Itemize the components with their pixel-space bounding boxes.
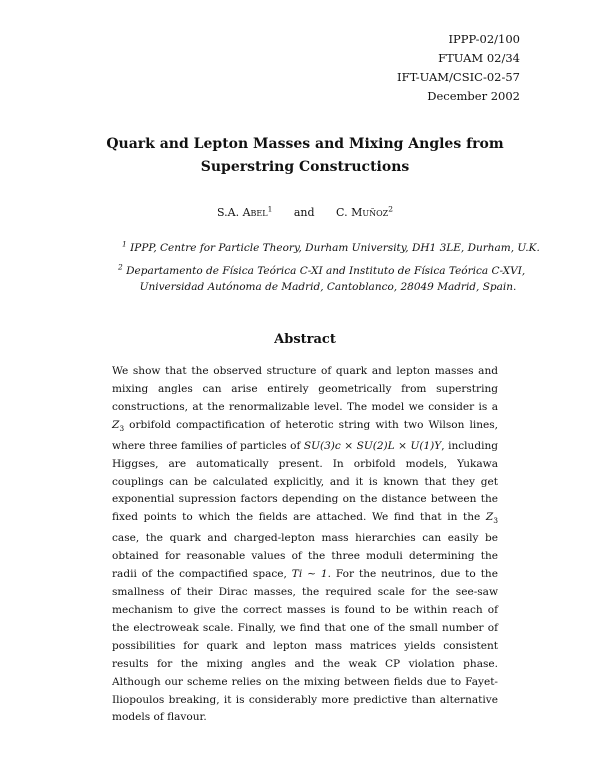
paper-title-line2: Superstring Constructions (200, 159, 410, 175)
affiliation-1-marker: 1 (122, 239, 127, 249)
paper-title-line1: Quark and Lepton Masses and Mixing Angles from (106, 136, 504, 152)
author-munoz: C. Muñoz (336, 206, 389, 219)
affiliation-2-line1: Departamento de Física Teórica C-XI and Instituto de Física Teórica C-XVI, (126, 265, 526, 277)
moduli-value: Ti ∼ 1 (291, 568, 328, 581)
author-list (60, 205, 550, 221)
author-conjunction: and (293, 206, 315, 219)
abstract-body (112, 363, 498, 727)
abstract-text-5: . For the neutrinos, due to the smallness of their Dirac masses, the required scale for the see-saw mechanism to give the correct masses is found to be within reach of the electroweak scale. Finally, we find that one of the small number of possibilities for quark and lepton mass matrices yields consistent results for the mixing angles and the weak CP violation phase. Although our scheme relies on the mixing between fields due to Fayet-Iliopoulos breaking, it is considerably more predictive than alternative models of flavour. (112, 568, 498, 724)
preprint-numbers (397, 30, 520, 106)
paper-title (60, 133, 550, 179)
author-abel: S.A. Abel (217, 206, 268, 219)
affiliation-2-line2: Universidad Autónoma de Madrid, Cantoblanco, 28049 Madrid, Spain. (139, 281, 517, 293)
abstract-text-2: orbifold compactification of heterotic string with two Wilson lines, where three families of particles of (112, 418, 498, 452)
gauge-group: SU(3)c × SU(2)L × U(1)Y (303, 439, 442, 452)
abstract-text-4: case, the quark and charged-lepton mass hierarchies can easily be obtained for reasonable values of the three moduli determining the radii of the compactified space, (112, 532, 498, 581)
preprint-number-ftuam: FTUAM 02/34 (438, 51, 520, 65)
author-munoz-marker: 2 (388, 204, 393, 214)
affiliation-2 (118, 263, 538, 295)
author-abel-marker: 1 (267, 204, 273, 214)
affiliation-2-marker: 2 (118, 262, 123, 272)
affiliation-1 (122, 240, 542, 256)
z3-symbol-2: $Z_3$ (485, 511, 498, 526)
abstract-paragraph (112, 363, 498, 727)
abstract-text-3: , including Higgses, are automatically present. In orbifold models, Yukawa couplings can be calculated explicitly, and it is known that they get exponential supression factors depending on the distance between the fixed points to which the fields are attached. We find that in the (112, 439, 498, 524)
preprint-date: December 2002 (427, 89, 520, 103)
affiliation-1-text: IPPP, Centre for Particle Theory, Durham University, DH1 3LE, Durham, U.K. (130, 242, 540, 254)
abstract-text-1: We show that the observed structure of quark and lepton masses and mixing angles can arise entirely geometrically from superstring constructions, at the renormalizable level. The model we consider is a (112, 365, 498, 413)
abstract-heading: Abstract (274, 332, 336, 347)
z3-symbol: $Z_3$ (112, 418, 125, 433)
preprint-number-ippp: IPPP-02/100 (448, 32, 520, 46)
preprint-number-ift: IFT-UAM/CSIC-02-57 (397, 70, 520, 84)
